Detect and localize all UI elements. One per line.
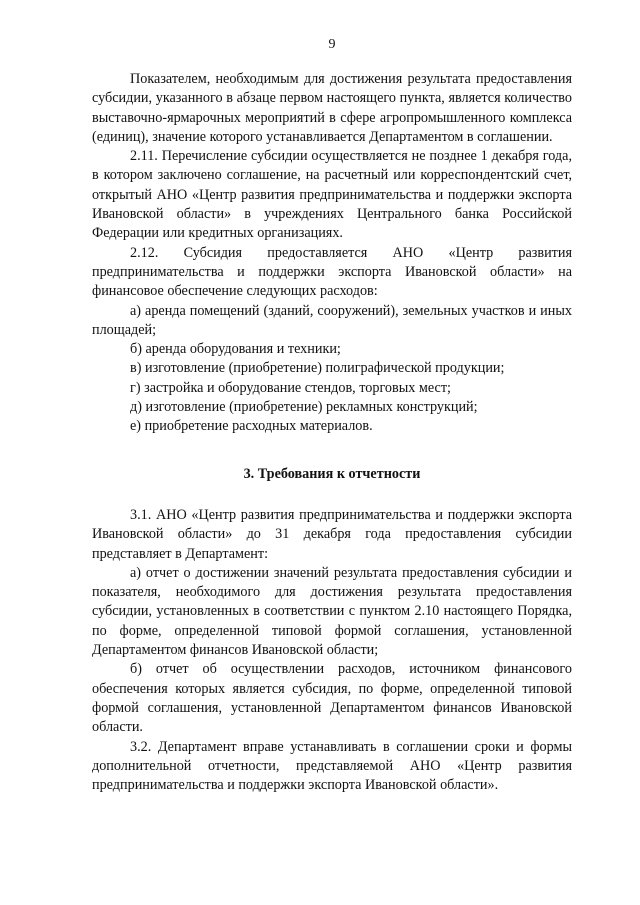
paragraph-2-11: 2.11. Перечисление субсидии осуществляется не позднее 1 декабря года, в котором заключено соглашение, на расчетный или корреспондентский счет, открытый АНО «Центр развития предпринимательства и поддержки экспорта Ивановской области» в учреждениях Центрального банка Российской Федерации или кредитных организациях. — [92, 148, 572, 242]
list-item-g: г) застройка и оборудование стендов, торговых мест; — [130, 379, 451, 396]
list-item-d: д) изготовление (приобретение) рекламных конструкций; — [130, 399, 478, 416]
report-item-b: б) отчет об осуществлении расходов, источником финансового обеспечения которых является субсидия, по форме, определенной типовой формой соглашения, установленной Департаментом финансов Ивановской области. — [92, 661, 572, 736]
list-item-e: е) приобретение расходных материалов. — [130, 418, 373, 435]
bottom-section — [92, 506, 572, 795]
paragraph-3-2: 3.2. Департамент вправе устанавливать в соглашении сроки и формы дополнительной отчетности, представляемой АНО «Центр развития предпринимательства и поддержки экспорта Ивановской области». — [92, 738, 572, 794]
list-item-v: в) изготовление (приобретение) полиграфической продукции; — [130, 360, 505, 377]
paragraph-indicator: Показателем, необходимым для достижения результата предоставления субсидии, указанного в абзаце первом настоящего пункта, является количество выставочно-ярмарочных мероприятий в сфере агропромышленного комплекса (единиц), значение которого устанавливается Департаментом в соглашении. — [92, 71, 572, 145]
page-number: 9 — [328, 37, 336, 52]
document-page — [92, 36, 572, 795]
paragraph-2-12: 2.12. Субсидия предоставляется АНО «Центр развития предпринимательства и поддержки экспорта Ивановской области» на финансовое обеспечение следующих расходов: — [92, 244, 572, 300]
section-heading: 3. Требования к отчетности — [243, 465, 421, 482]
list-item-b: б) аренда оборудования и техники; — [130, 341, 341, 358]
top-section — [92, 70, 572, 437]
list-item-a: а) аренда помещений (зданий, сооружений), земельных участков и иных площадей; — [92, 302, 572, 338]
paragraph-3-1: 3.1. АНО «Центр развития предпринимательства и поддержки экспорта Ивановской области» до 31 декабря года предоставления субсидии представляет в Департамент: — [92, 506, 572, 562]
report-item-a: а) отчет о достижении значений результата предоставления субсидии и показателя, необходимого для достижения результата предоставления субсидии, установленных в соответствии с пунктом 2.10 настоящего Порядка, по форме, определенной типовой формой соглашения, установленной Департаментом финансов Ивановской области; — [92, 564, 572, 659]
